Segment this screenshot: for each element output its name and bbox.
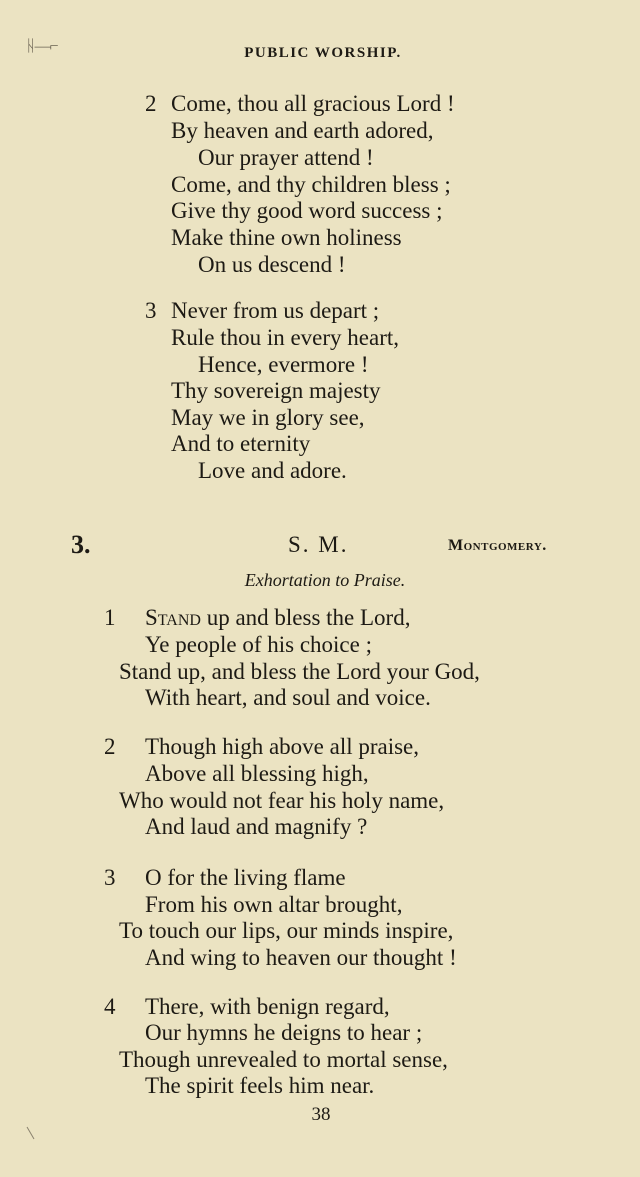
- verse-line: There, with benign regard,: [145, 994, 390, 1019]
- running-head: PUBLIC WORSHIP.: [244, 45, 402, 61]
- hymn-author: Montgomery.: [448, 537, 547, 554]
- verse-line: Love and adore.: [198, 458, 347, 483]
- verse-line: O for the living flame: [145, 865, 346, 890]
- stanza-number: 2: [104, 734, 116, 759]
- verse-line: Come, and thy children bless ;: [171, 172, 451, 197]
- verse-line: Though high above all praise,: [145, 734, 420, 759]
- line-rest: up and bless the Lord,: [200, 605, 411, 630]
- verse-line: Never from us depart ;: [171, 298, 380, 323]
- verse-line: And laud and magnify ?: [145, 814, 368, 839]
- verse-line: May we in glory see,: [171, 405, 365, 430]
- hymn-number: 3.: [71, 530, 91, 559]
- verse-line: By heaven and earth adored,: [171, 118, 434, 143]
- stanza-number: 4: [104, 994, 116, 1019]
- verse-line: Come, thou all gracious Lord !: [171, 91, 455, 116]
- verse-line: On us descend !: [198, 252, 346, 277]
- margin-tick: [27, 1127, 35, 1140]
- verse-line: Who would not fear his holy name,: [119, 788, 445, 813]
- page-number: 38: [311, 1104, 331, 1125]
- verse-line: To touch our lips, our minds inspire,: [119, 918, 454, 943]
- stanza-number: 3: [145, 298, 157, 323]
- hymn-title: Exhortation to Praise.: [244, 570, 406, 590]
- verse-line: And wing to heaven our thought !: [145, 945, 457, 970]
- verse-line: [145, 604, 410, 631]
- verse-line: Our hymns he deigns to hear ;: [145, 1020, 423, 1045]
- verse-line: With heart, and soul and voice.: [145, 685, 431, 710]
- verse-line: Stand up, and bless the Lord your God,: [119, 659, 480, 684]
- verse-line: Above all blessing high,: [145, 761, 369, 786]
- verse-line: From his own altar brought,: [145, 892, 403, 917]
- verse-line: Thy sovereign majesty: [171, 378, 381, 403]
- first-word: Stand: [145, 605, 201, 630]
- verse-line: Though unrevealed to mortal sense,: [119, 1047, 448, 1072]
- verse-line: And to eternity: [171, 431, 311, 456]
- verse-line: Make thine own holiness: [171, 225, 402, 250]
- stanza-number: 2: [145, 91, 157, 116]
- stanza-number: 3: [104, 865, 116, 890]
- margin-mark: ᚺ—⌐: [26, 38, 58, 55]
- verse-line: Our prayer attend !: [198, 145, 374, 170]
- verse-line: Give thy good word success ;: [171, 198, 443, 223]
- verse-line: The spirit feels him near.: [145, 1073, 375, 1098]
- verse-line: Hence, evermore !: [198, 352, 369, 377]
- hymn-meter: S. M.: [288, 532, 349, 557]
- verse-line: Rule thou in every heart,: [171, 325, 400, 350]
- stanza-number: 1: [104, 605, 116, 630]
- verse-line: Ye people of his choice ;: [145, 632, 372, 657]
